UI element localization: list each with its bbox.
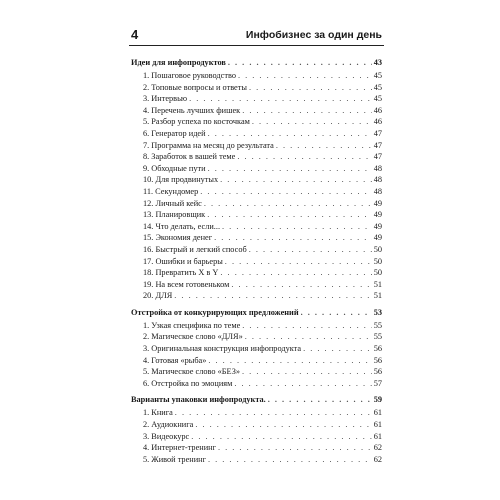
dot-leader (208, 129, 372, 138)
entry-page-number: 47 (373, 152, 382, 162)
toc-item (131, 356, 382, 368)
entry-title: 11. Секундомер (143, 186, 199, 196)
dot-leader (249, 245, 372, 254)
dot-leader (208, 164, 372, 173)
dot-leader (175, 408, 372, 417)
toc-item (131, 117, 382, 129)
dot-leader (200, 187, 371, 196)
toc-item (131, 455, 382, 467)
entry-title: 3. Интервью (143, 94, 188, 104)
toc-item (131, 291, 382, 303)
toc-section (131, 395, 382, 466)
toc-heading (131, 58, 382, 71)
dot-leader (204, 199, 372, 208)
dot-leader (195, 420, 371, 429)
entry-title: 4. Перечень лучших фишек (143, 105, 241, 115)
dot-leader (207, 210, 371, 219)
header-rule (129, 45, 384, 46)
dot-leader (225, 257, 372, 266)
dot-leader (238, 71, 372, 80)
toc-item (131, 129, 382, 141)
entry-page-number: 57 (373, 378, 382, 388)
entry-page-number: 45 (373, 71, 382, 80)
dot-leader (242, 321, 371, 330)
entry-title: 15. Экономия денег (143, 233, 213, 243)
entry-title: 10. Для продвинутых (143, 175, 219, 185)
toc-item (131, 268, 382, 280)
entry-page-number: 56 (373, 355, 382, 365)
entry-title: 2. Топовые вопросы и ответы (143, 82, 247, 92)
toc-item (131, 210, 382, 222)
entry-page-number: 59 (373, 395, 382, 405)
entry-page-number: 45 (373, 94, 382, 104)
toc-item (131, 321, 382, 333)
entry-page-number: 50 (373, 256, 382, 266)
dot-leader (234, 379, 371, 388)
dot-leader (249, 83, 372, 92)
entry-page-number: 61 (373, 431, 382, 441)
dot-leader (222, 222, 372, 231)
entry-title: Варианты упаковки инфопродукта. (131, 395, 266, 405)
toc-item (131, 245, 382, 257)
entry-page-number: 47 (373, 128, 382, 138)
entry-title: 5. Разбор успеха по косточкам (143, 117, 250, 127)
entry-page-number: 50 (373, 244, 382, 254)
dot-leader (242, 367, 372, 376)
toc-item (131, 164, 382, 176)
entry-title: 1. Пошаговое руководство (143, 71, 236, 80)
entry-title: 3. Видеокурс (143, 431, 190, 441)
toc-item (131, 344, 382, 356)
entry-title: Отстройка от конкурирующих предложений (131, 307, 299, 317)
entry-page-number: 61 (373, 408, 382, 418)
dot-leader (242, 106, 372, 115)
entry-page-number: 48 (373, 186, 382, 196)
entry-page-number: 43 (373, 58, 382, 67)
toc-section (131, 58, 382, 303)
dot-leader (228, 58, 372, 67)
entry-title: 9. Обходные пути (143, 163, 206, 173)
entry-page-number: 55 (373, 320, 382, 330)
entry-page-number: 51 (373, 291, 382, 301)
dot-leader (174, 291, 371, 300)
entry-title: 16. Быстрый и легкий способ (143, 244, 247, 254)
entry-page-number: 49 (373, 233, 382, 243)
dot-leader (208, 356, 371, 365)
entry-page-number: 45 (373, 82, 382, 92)
dot-leader (301, 308, 372, 317)
entry-title: 6. Отстройка по эмоциям (143, 378, 233, 388)
entry-title: 18. Превратить X в Y (143, 268, 219, 278)
dot-leader (303, 344, 372, 353)
entry-title: 4. Готовая «рыба» (143, 355, 207, 365)
dot-leader (214, 233, 372, 242)
entry-page-number: 48 (373, 175, 382, 185)
toc-item (131, 187, 382, 199)
entry-page-number: 56 (373, 344, 382, 354)
toc-item (131, 257, 382, 269)
toc-item (131, 280, 382, 292)
running-title: Инфобизнес за один день (245, 29, 382, 41)
entry-page-number: 48 (373, 163, 382, 173)
entry-page-number: 46 (373, 105, 382, 115)
entry-title: 5. Магическое слово «БЕЗ» (143, 367, 241, 377)
toc-item (131, 222, 382, 234)
entry-title: 20. ДЛЯ (143, 291, 173, 301)
toc-item (131, 408, 382, 420)
page-number: 4 (131, 27, 139, 42)
entry-page-number: 49 (373, 198, 382, 208)
entry-page-number: 56 (373, 367, 382, 377)
toc-heading (131, 308, 382, 321)
entry-title: 19. На всем готовеньком (143, 279, 230, 289)
toc-item (131, 71, 382, 83)
toc-item (131, 432, 382, 444)
entry-page-number: 62 (373, 443, 382, 453)
entry-page-number: 51 (373, 279, 382, 289)
entry-page-number: 46 (373, 117, 382, 127)
toc-item (131, 94, 382, 106)
table-of-contents (131, 58, 382, 471)
entry-page-number: 55 (373, 332, 382, 342)
entry-title: 14. Что делать, если... (143, 221, 221, 231)
entry-title: 12. Личный кейс (143, 198, 202, 208)
toc-item (131, 233, 382, 245)
dot-leader (218, 443, 372, 452)
entry-title: 17. Ошибки и барьеры (143, 256, 223, 266)
dot-leader (220, 175, 372, 184)
toc-heading (131, 395, 382, 408)
dot-leader (276, 141, 372, 150)
entry-page-number: 49 (373, 221, 382, 231)
toc-item (131, 152, 382, 164)
entry-page-number: 53 (373, 307, 382, 317)
entry-page-number: 61 (373, 420, 382, 430)
entry-title: 4. Интернет-тренинг (143, 443, 216, 453)
entry-page-number: 62 (373, 454, 382, 464)
toc-item (131, 443, 382, 455)
entry-title: 13. Планировщик (143, 210, 206, 220)
entry-title: 6. Генератор идей (143, 128, 206, 138)
entry-title: 2. Магическое слово «ДЛЯ» (143, 332, 243, 342)
dot-leader (231, 280, 371, 289)
dot-leader (252, 117, 372, 126)
dot-leader (208, 455, 372, 464)
toc-item (131, 83, 382, 95)
dot-leader (191, 432, 371, 441)
toc-item (131, 332, 382, 344)
dot-leader (268, 395, 372, 404)
toc-item (131, 106, 382, 118)
dot-leader (245, 332, 372, 341)
toc-item (131, 141, 382, 153)
toc-item (131, 199, 382, 211)
entry-title: 8. Заработок в вашей теме (143, 152, 236, 162)
dot-leader (189, 94, 372, 103)
toc-item (131, 420, 382, 432)
entry-title: 1. Узкая специфика по теме (143, 320, 241, 330)
toc-item (131, 379, 382, 391)
entry-title: 1. Книга (143, 408, 173, 418)
toc-item (131, 175, 382, 187)
entry-page-number: 49 (373, 210, 382, 220)
entry-page-number: 50 (373, 268, 382, 278)
entry-title: 7. Программа на месяц до результата (143, 140, 274, 150)
dot-leader (237, 152, 371, 161)
toc-section (131, 308, 382, 391)
entry-title: Идеи для инфопродуктов (131, 58, 226, 67)
toc-item (131, 367, 382, 379)
entry-title: 3. Оригинальная конструкция инфопродукта (143, 344, 302, 354)
entry-title: 2. Аудиокнига (143, 420, 194, 430)
entry-title: 5. Живой тренинг (143, 454, 206, 464)
entry-page-number: 47 (373, 140, 382, 150)
dot-leader (220, 268, 371, 277)
